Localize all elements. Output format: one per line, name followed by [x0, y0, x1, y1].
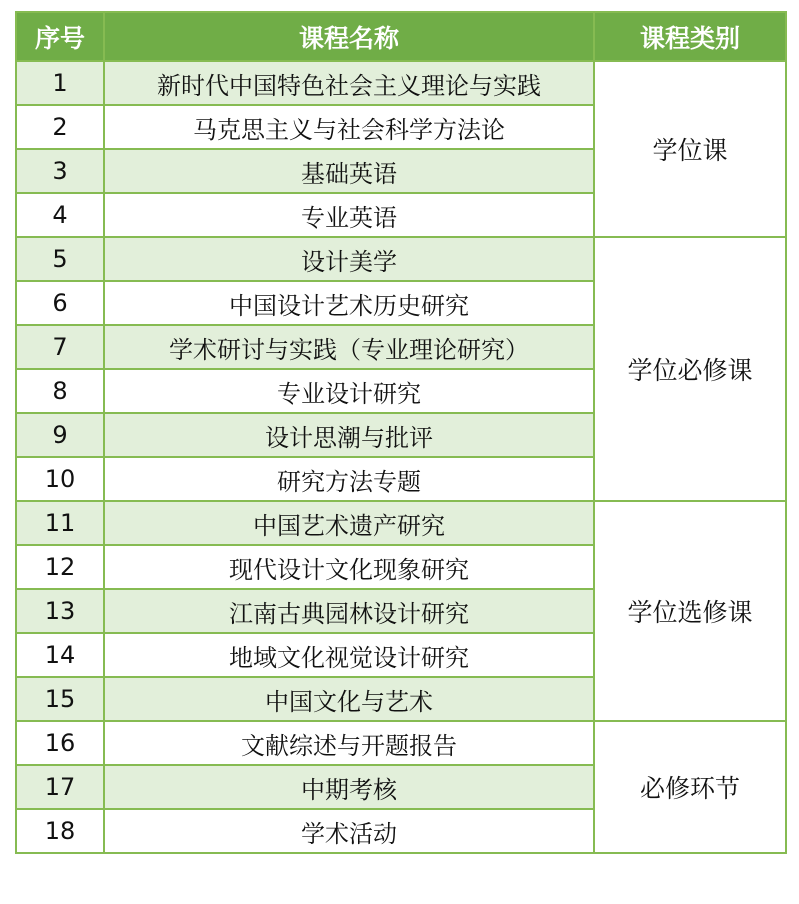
course-name: 马克思主义与社会科学方法论: [104, 105, 594, 149]
row-number: 12: [16, 545, 104, 589]
row-number: 2: [16, 105, 104, 149]
table-row: [16, 501, 786, 545]
course-category: 学位必修课: [594, 237, 786, 501]
course-name: 专业英语: [104, 193, 594, 237]
course-name: 研究方法专题: [104, 457, 594, 501]
header-course-category: 课程类别: [594, 12, 786, 61]
course-name: 中期考核: [104, 765, 594, 809]
table-header: [16, 12, 786, 61]
table-body: [16, 61, 786, 853]
course-name: 设计思潮与批评: [104, 413, 594, 457]
row-number: 10: [16, 457, 104, 501]
course-name: 基础英语: [104, 149, 594, 193]
row-number: 6: [16, 281, 104, 325]
row-number: 1: [16, 61, 104, 105]
table-row: [16, 237, 786, 281]
course-name: 学术活动: [104, 809, 594, 853]
course-name: 学术研讨与实践（专业理论研究）: [104, 325, 594, 369]
course-category: 学位课: [594, 61, 786, 237]
table-row: [16, 61, 786, 105]
row-number: 17: [16, 765, 104, 809]
header-row: [16, 12, 786, 61]
course-name: 中国艺术遗产研究: [104, 501, 594, 545]
header-course-name: 课程名称: [104, 12, 594, 61]
course-name: 中国文化与艺术: [104, 677, 594, 721]
table-row: [16, 721, 786, 765]
row-number: 7: [16, 325, 104, 369]
course-category: 必修环节: [594, 721, 786, 853]
row-number: 4: [16, 193, 104, 237]
course-name: 中国设计艺术历史研究: [104, 281, 594, 325]
header-number: 序号: [16, 12, 104, 61]
row-number: 18: [16, 809, 104, 853]
course-name: 地域文化视觉设计研究: [104, 633, 594, 677]
course-name: 设计美学: [104, 237, 594, 281]
row-number: 14: [16, 633, 104, 677]
course-category: 学位选修课: [594, 501, 786, 721]
course-name: 江南古典园林设计研究: [104, 589, 594, 633]
row-number: 16: [16, 721, 104, 765]
row-number: 13: [16, 589, 104, 633]
row-number: 9: [16, 413, 104, 457]
row-number: 3: [16, 149, 104, 193]
course-name: 专业设计研究: [104, 369, 594, 413]
course-name: 现代设计文化现象研究: [104, 545, 594, 589]
row-number: 15: [16, 677, 104, 721]
row-number: 5: [16, 237, 104, 281]
course-name: 新时代中国特色社会主义理论与实践: [104, 61, 594, 105]
course-name: 文献综述与开题报告: [104, 721, 594, 765]
row-number: 11: [16, 501, 104, 545]
course-table: [15, 11, 787, 854]
row-number: 8: [16, 369, 104, 413]
